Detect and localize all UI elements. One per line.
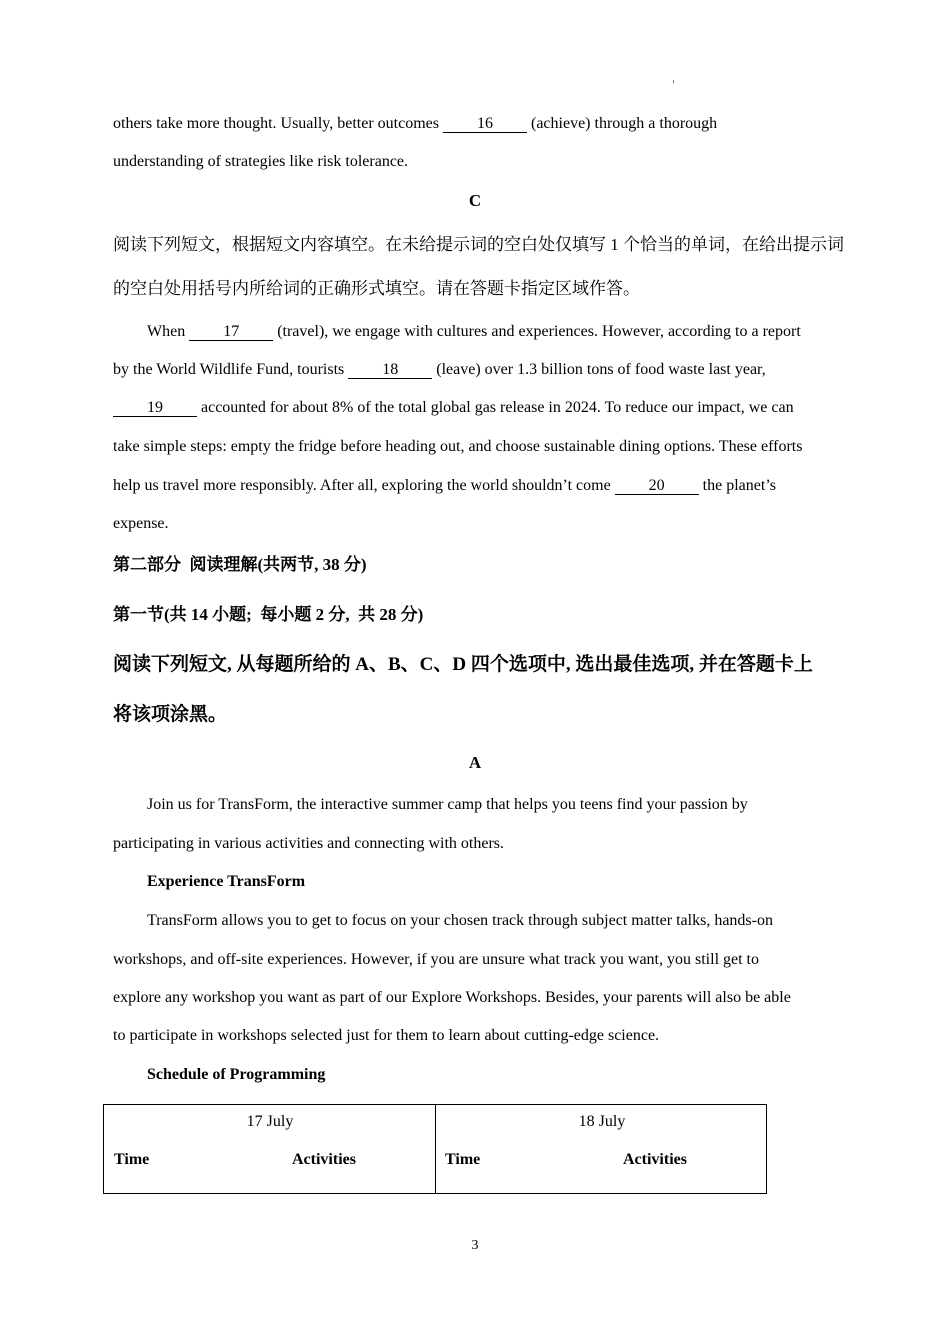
day-1-date: 17 July <box>246 1113 294 1130</box>
section-c-line-5 <box>113 475 776 497</box>
text-segment: (achieve) through a thorough <box>527 115 718 132</box>
experience-line-3: explore any workshop you want as part of our Explore Workshops. Besides, your parents will also be able <box>113 989 791 1006</box>
prev-passage-line-2: understanding of strategies like risk tolerance. <box>113 153 409 170</box>
text-segment: the planet’s <box>698 477 776 494</box>
text-segment: When <box>147 323 190 340</box>
blank-17: 17 <box>189 323 273 341</box>
section-c-line-6: expense. <box>113 515 169 532</box>
blank-20: 20 <box>615 477 699 495</box>
experience-heading: Experience TransForm <box>147 873 306 890</box>
text-segment: (leave) over 1.3 billion tons of food waste last year, <box>432 361 766 378</box>
day-2-time-header: Time <box>445 1151 481 1168</box>
day-1-activities-header: Activities <box>292 1151 356 1168</box>
section-c-line-3 <box>113 397 794 419</box>
section-c-line-1 <box>147 321 801 343</box>
section-c-line-4: take simple steps: empty the fridge before heading out, and choose sustainable dining options. These efforts <box>113 438 803 455</box>
blank-16: 16 <box>443 115 527 133</box>
part-two-directions-line-2: 将该项涂黑。 <box>113 704 228 725</box>
experience-line-2: workshops, and off-site experiences. However, if you are unsure what track you want, you still get to <box>113 951 759 968</box>
section-c-line-2 <box>113 359 766 381</box>
text-segment: accounted for about 8% of the total global gas release in 2024. To reduce our impact, we can <box>197 399 794 416</box>
scan-mark <box>673 80 674 83</box>
text-segment: (travel), we engage with cultures and experiences. However, according to a report <box>273 323 801 340</box>
section-c-directions-line-1: 阅读下列短文，根据短文内容填空。在未给提示词的空白处仅填写 1 个恰当的单词，在给出提示词 <box>113 235 844 254</box>
part-two-directions-line-1: 阅读下列短文, 从每题所给的 A、B、C、D 四个选项中, 选出最佳选项, 并在答题卡上 <box>113 654 813 675</box>
day-2-date: 18 July <box>578 1113 626 1130</box>
schedule-heading: Schedule of Programming <box>147 1066 326 1083</box>
text-segment: help us travel more responsibly. After all, exploring the world shouldn’t come <box>113 477 615 494</box>
section-c-heading: C <box>468 191 482 210</box>
schedule-table <box>103 1104 767 1194</box>
passage-a-intro-line-1: Join us for TransForm, the interactive summer camp that helps you teens find your passion by <box>147 796 748 813</box>
blank-18: 18 <box>348 361 432 379</box>
section-c-directions-line-2: 的空白处用括号内所给词的正确形式填空。请在答题卡指定区域作答。 <box>113 279 640 298</box>
experience-line-4: to participate in workshops selected just for them to learn about cutting-edge science. <box>113 1027 660 1044</box>
prev-passage-line-1 <box>113 113 717 135</box>
page-number: 3 <box>471 1238 479 1253</box>
text-segment: others take more thought. Usually, better outcomes <box>113 115 443 132</box>
experience-line-1: TransForm allows you to get to focus on your chosen track through subject matter talks, hands-on <box>147 912 773 929</box>
section-one-title: 第一节(共 14 小题; 每小题 2 分, 共 28 分) <box>113 605 424 624</box>
passage-a-heading: A <box>468 753 482 772</box>
blank-19: 19 <box>113 399 197 417</box>
day-2-activities-header: Activities <box>623 1151 687 1168</box>
passage-a-intro-line-2: participating in various activities and connecting with others. <box>113 835 505 852</box>
day-1-time-header: Time <box>114 1151 150 1168</box>
part-two-title: 第二部分 阅读理解(共两节, 38 分) <box>113 555 367 574</box>
text-segment: by the World Wildlife Fund, tourists <box>113 361 349 378</box>
